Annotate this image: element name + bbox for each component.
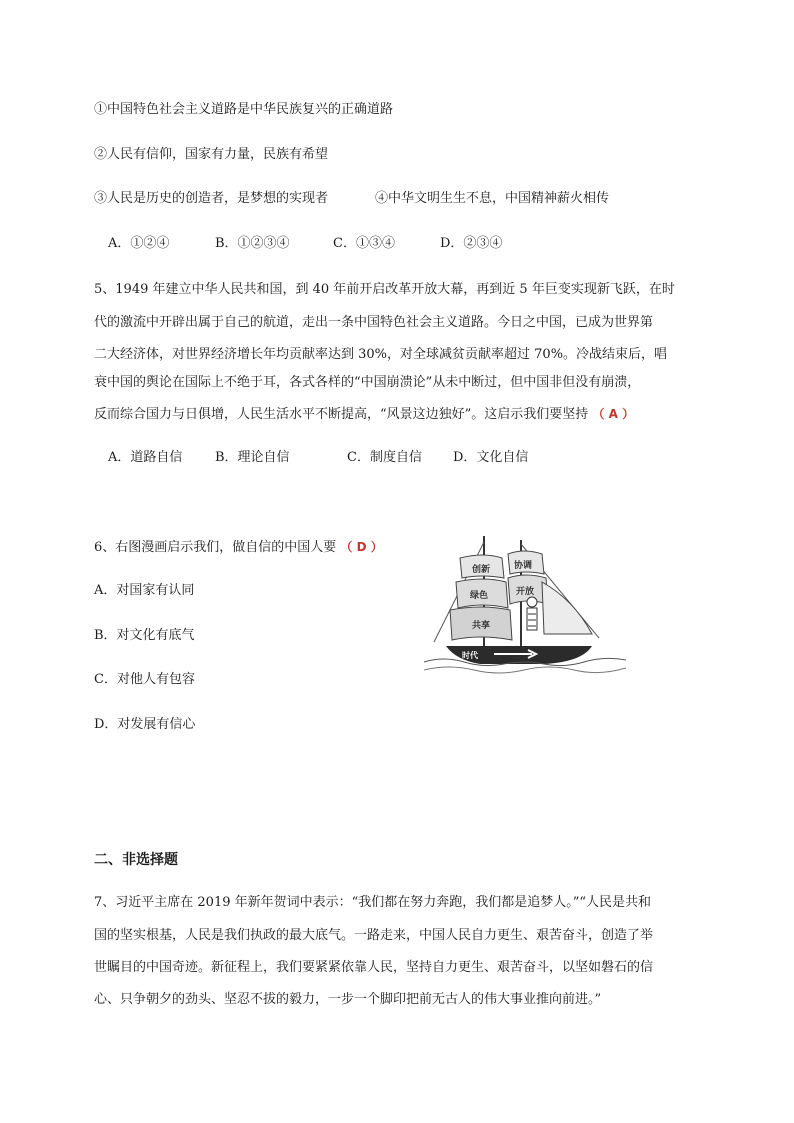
q4-option-d: D．②③④ xyxy=(440,236,503,251)
q7-line-1: 7、习近平主席在 2019 年新年贺词中表示：“我们都在努力奔跑，我们都是追梦人。”“人民是共和 xyxy=(94,895,652,910)
sail-label-1: 创新 xyxy=(472,565,491,575)
q5-answer: （ A ） xyxy=(592,407,635,421)
q5-option-a: A．道路自信 xyxy=(108,450,183,465)
q6-option-b: B．对文化有底气 xyxy=(94,628,195,643)
q5-option-c: C．制度自信 xyxy=(347,450,422,465)
statement-4: ④中华文明生生不息，中国精神薪火相传 xyxy=(375,191,610,206)
sailing-ship-cartoon xyxy=(424,530,626,674)
q7-line-3: 世瞩目的中国奇迹。新征程上，我们要紧紧依靠人民，坚持自力更生、艰苦奋斗，以坚如磐石的信 xyxy=(94,960,654,975)
ship-illustration xyxy=(424,530,626,674)
sail-label-2: 协调 xyxy=(514,561,533,571)
q7-line-2: 国的坚实根基，人民是我们执政的最大底气。一路走来，中国人民自力更生、艰苦奋斗，创造了举 xyxy=(94,928,654,943)
q4-option-a: A．①②④ xyxy=(108,236,170,251)
q7-line-4: 心、只争朝夕的劲头、坚忍不拔的毅力，一步一个脚印把前无古人的伟大事业推向前进。” xyxy=(94,992,602,1007)
q5-line-4: 衰中国的舆论在国际上不绝于耳，各式各样的“中国崩溃论”从未中断过，但中国非但没有崩溃， xyxy=(94,375,641,390)
sail-label-3: 绿色 xyxy=(470,591,489,601)
q5-option-d: D．文化自信 xyxy=(453,450,529,465)
statement-3: ③人民是历史的创造者，是梦想的实现者 xyxy=(94,191,329,206)
q6-option-a: A．对国家有认同 xyxy=(94,583,195,598)
q6-stem xyxy=(94,537,383,558)
q6-option-d: D．对发展有信心 xyxy=(94,717,196,732)
sail-label-4: 开放 xyxy=(516,587,535,597)
q5-line-5-text: 反而综合国力与日俱增，人民生活水平不断提高，“风景这边独好”。这启示我们要坚持 xyxy=(94,407,589,422)
sail-label-5: 共享 xyxy=(472,621,491,631)
q5-line-3: 二大经济体，对世界经济增长年均贡献率达到 30%，对全球减贫贡献率超过 70%。冷战结束后，唱 xyxy=(94,347,668,362)
q6-answer: （ D ） xyxy=(340,540,383,554)
q5-line-5 xyxy=(94,404,634,425)
q6-stem-text: 6、右图漫画启示我们，做自信的中国人要 xyxy=(94,540,337,555)
section-2-title: 二、非选择题 xyxy=(94,852,178,868)
q6-option-c: C．对他人有包容 xyxy=(94,672,195,687)
q5-option-b: B．理论自信 xyxy=(215,450,290,465)
q5-line-1: 5、1949 年建立中华人民共和国，到 40 年前开启改革开放大幕，再到近 5 年巨变实现新飞跃，在时 xyxy=(94,282,675,297)
q4-option-c: C．①③④ xyxy=(333,236,395,251)
hull-label: 时代 xyxy=(462,651,478,660)
statement-2: ②人民有信仰，国家有力量，民族有希望 xyxy=(94,147,329,162)
q5-line-2: 代的激流中开辟出属于自己的航道，走出一条中国特色社会主义道路。今日之中国，已成为世界第 xyxy=(94,315,654,330)
statement-1: ①中国特色社会主义道路是中华民族复兴的正确道路 xyxy=(94,102,394,117)
q4-option-b: B．①②③④ xyxy=(215,236,290,251)
